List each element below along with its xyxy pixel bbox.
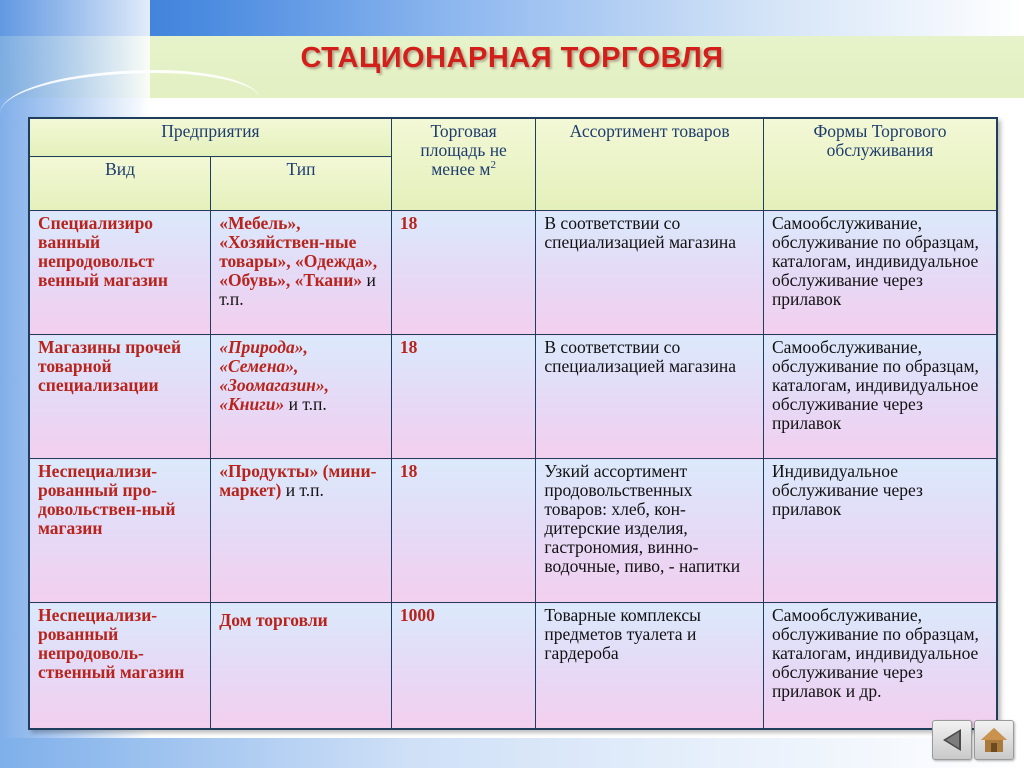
row-assortment: В соответствии со специализацией магазина [536, 335, 764, 459]
table-row [29, 459, 997, 603]
row-kind: Неспециализи-рованный про-довольствен-ный магазин [29, 459, 211, 603]
bottom-gradient [0, 738, 1024, 768]
row-type-main: «Продукты» (мини-маркет) [219, 461, 377, 500]
row-assortment: Товарные комплексы предметов туалета и гардероба [536, 603, 764, 729]
row-type [211, 335, 392, 459]
row-type-tail: и т.п. [219, 270, 376, 309]
header-assortment: Ассортимент товаров [536, 118, 764, 211]
row-service: Самообслуживание, обслуживание по образцам, каталогам, индивидуальное обслуживание через прилавок [763, 335, 997, 459]
row-type-tail: и т.п. [284, 394, 327, 414]
back-arrow-icon [937, 725, 967, 755]
row-type [211, 603, 392, 729]
row-type-tail: и т.п. [281, 480, 324, 500]
header-band [0, 0, 1024, 36]
row-type-main: Дом торговли [219, 610, 328, 630]
row-service: Индивидуальное обслуживание через прилавок [763, 459, 997, 603]
row-service: Самообслуживание, обслуживание по образцам, каталогам, индивидуальное обслуживание через прилавок [763, 211, 997, 335]
page-title: СТАЦИОНАРНАЯ ТОРГОВЛЯ [300, 42, 724, 74]
header-row-1 [29, 118, 997, 157]
row-area: 1000 [391, 603, 536, 729]
row-type [211, 211, 392, 335]
row-area: 18 [391, 335, 536, 459]
row-assortment: Узкий ассортимент продовольственных товаров: хлеб, кон-дитерские изделия, гастрономия, винно-водочные, пиво, - напитки [536, 459, 764, 603]
header-area-sup: 2 [490, 159, 496, 172]
row-kind: Магазины прочей товарной специализации [29, 335, 211, 459]
header-enterprises: Предприятия [29, 118, 391, 157]
table-row [29, 335, 997, 459]
row-kind: Специализиро ванный непродовольст венный магазин [29, 211, 211, 335]
retail-table [28, 117, 998, 730]
row-service: Самообслуживание, обслуживание по образцам, каталогам, индивидуальное обслуживание через прилавок и др. [763, 603, 997, 729]
back-button[interactable] [932, 720, 972, 760]
header-service: Формы Торгового обслуживания [763, 118, 997, 211]
row-area: 18 [391, 211, 536, 335]
header-kind: Вид [29, 157, 211, 211]
table-row [29, 211, 997, 335]
row-type [211, 459, 392, 603]
header-area-label: Торговая площадь не менее м [420, 121, 507, 179]
table-row [29, 603, 997, 729]
home-button[interactable] [974, 720, 1014, 760]
home-icon [979, 725, 1009, 755]
row-type-main: «Природа», «Семена», «Зоомагазин», «Книги» [219, 337, 330, 414]
row-assortment: В соответствии со специализацией магазина [536, 211, 764, 335]
header-area [391, 118, 536, 211]
row-area: 18 [391, 459, 536, 603]
row-kind: Неспециализи-рованный непродоволь-ственный магазин [29, 603, 211, 729]
header-type: Тип [211, 157, 392, 211]
row-type-main: «Мебель», «Хозяйствен-ные товары», «Одежда», «Обувь», «Ткани» [219, 213, 378, 290]
